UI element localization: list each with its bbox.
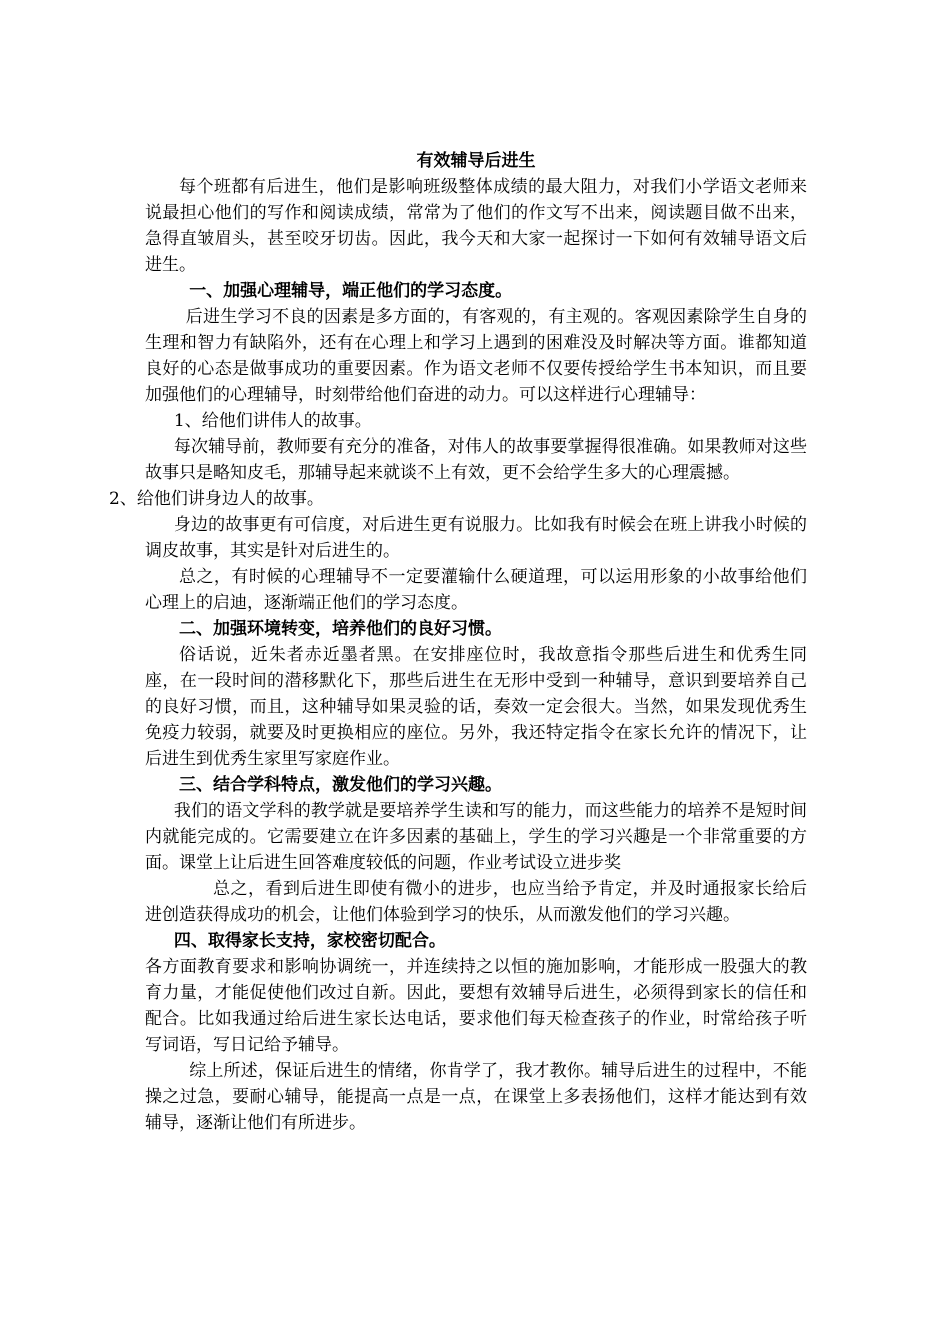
- section-heading-2: 二、加强环境转变，培养他们的良好习惯。: [179, 619, 502, 639]
- section-heading-4: 四、取得家长支持，家校密切配合。: [173, 931, 446, 951]
- intro-paragraph: 每个班都有后进生，他们是影响班级整体成绩的最大阻力，对我们小学语文老师来说最担心他们的写作和阅读成绩，常常为了他们的作文写不出来，阅读题目做不出来，急得直皱眉头，甚至咬牙切齿。因此，我今天和大家一起探讨一下如何有效辅导语文后进生。: [145, 177, 807, 275]
- body-paragraph: 各方面教育要求和影响协调统一，并连续持之以恒的施加影响，才能形成一股强大的教育力量，才能促使他们改过自新。因此，要想有效辅导后进生，必须得到家长的信任和配合。比如我通过给后进生家长达电话，要求他们每天检查孩子的作业，时常给孩子听写词语，写日记给予辅导。: [145, 957, 807, 1055]
- document-page: [109, 148, 807, 1136]
- body-paragraph: 俗话说，近朱者赤近墨者黑。在安排座位时，我故意指令那些后进生和优秀生同座，在一段时间的潜移默化下，那些后进生在无形中受到一种辅导，意识到要培养自己的良好习惯，而且，这种辅导如果灵验的话，奏效一定会很大。当然，如果发现优秀生免疫力较弱，就要及时更换相应的座位。另外，我还特定指令在家长允许的情况下，让后进生到优秀生家里写家庭作业。: [145, 645, 807, 769]
- document-title: 有效辅导后进生: [416, 151, 536, 171]
- list-item-1: 1、给他们讲伟人的故事。: [173, 411, 372, 431]
- conclusion-paragraph: 综上所述，保证后进生的情绪，你肯学了，我才教你。辅导后进生的过程中，不能操之过急，要耐心辅导，能提高一点是一点，在课堂上多表扬他们，这样才能达到有效辅导，逐渐让他们有所进步。: [145, 1061, 807, 1133]
- section-heading-1: 一、加强心理辅导，端正他们的学习态度。: [189, 281, 513, 301]
- body-paragraph: 总之，看到后进生即使有微小的进步，也应当给予肯定，并及时通报家长给后进创造获得成功的机会，让他们体验到学习的快乐，从而激发他们的学习兴趣。: [145, 879, 807, 925]
- body-paragraph: 后进生学习不良的因素是多方面的，有客观的，有主观的。客观因素除学生自身的生理和智力有缺陷外，还有在心理上和学习上遇到的困难没及时解决等方面。谁都知道良好的心态是做事成功的重要因素。作为语文老师不仅要传授给学生书本知识，而且要加强他们的心理辅导，时刻带给他们奋进的动力。可以这样进行心理辅导：: [145, 307, 807, 405]
- section-heading-3: 三、结合学科特点，激发他们的学习兴趣。: [179, 775, 502, 795]
- body-paragraph: 总之，有时候的心理辅导不一定要灌输什么硬道理，可以运用形象的小故事给他们心理上的启迪，逐渐端正他们的学习态度。: [145, 567, 807, 613]
- body-paragraph: 身边的故事更有可信度，对后进生更有说服力。比如我有时候会在班上讲我小时候的调皮故事，其实是针对后进生的。: [145, 515, 807, 561]
- list-item-2: 2、给他们讲身边人的故事。: [109, 489, 324, 509]
- body-paragraph: 每次辅导前，教师要有充分的准备，对伟人的故事要掌握得很准确。如果教师对这些故事只是略知皮毛，那辅导起来就谈不上有效，更不会给学生多大的心理震撼。: [145, 437, 807, 483]
- body-paragraph: 我们的语文学科的教学就是要培养学生读和写的能力，而这些能力的培养不是短时间内就能完成的。它需要建立在许多因素的基础上，学生的学习兴趣是一个非常重要的方面。课堂上让后进生回答难度较低的问题，作业考试设立进步奖: [145, 801, 807, 873]
